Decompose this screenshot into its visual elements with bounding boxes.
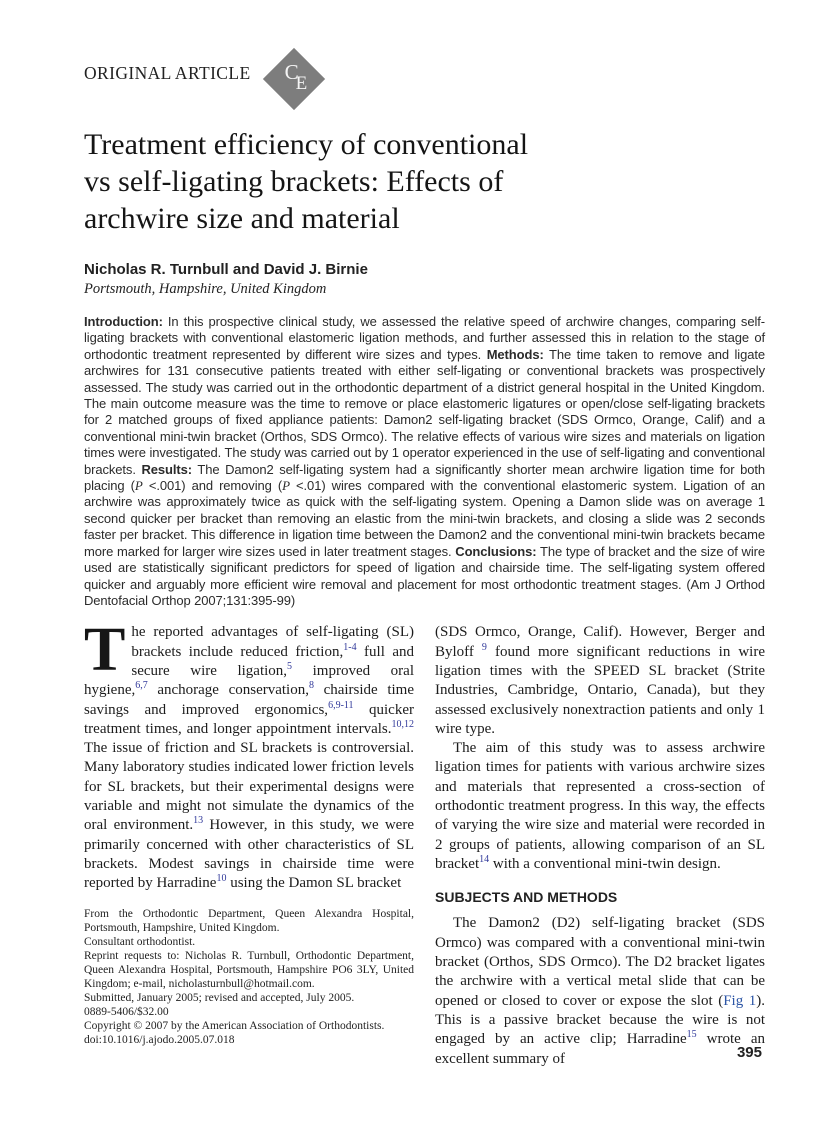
footnote-line: Reprint requests to: Nicholas R. Turnbull, Orthodontic Department, Queen Alexandra Hospital, Portsmouth, Hampshire PO6 3LY, United Kingdom; e-mail, nicholasturnbull@hotmail.com. — [84, 950, 414, 991]
page-number: 395 — [736, 1044, 762, 1061]
continuation-paragraph — [435, 623, 765, 739]
body-text: However, in this study, we were primarily concerned with other characteristics of SL brackets. Modest savings in chairside time were reported by Harradine — [84, 817, 414, 892]
intro-paragraph — [84, 616, 414, 893]
page-title-line-1: Treatment efficiency of conventional — [84, 128, 529, 161]
body-text: full and secure wire ligation, — [131, 643, 414, 679]
footnote-line: From the Orthodontic Department, Queen Alexandra Hospital, Portsmouth, Hampshire, United Kingdom. — [84, 908, 414, 935]
methods-paragraph — [435, 914, 765, 1068]
citation-ref[interactable]: 15 — [686, 1029, 697, 1041]
p-value-symbol: P — [134, 478, 143, 494]
body-text: found more significant reductions in wire ligation times with the SPEED SL bracket (Strite Industries, Cambridge, Ontario, Canada), but they assessed exclusively nonextraction patients and only 1 wire type. — [435, 643, 765, 737]
abstract-methods-text: The time taken to remove and ligate archwires for 131 consecutive patients treated with either self-ligating or conventional brackets was prospectively assessed. The study was carried out in the orthodontic department of a district general hospital in the United Kingdom. The main outcome measure was the time to remove or place elastomeric ligatures or open/close self-ligating brackets for 2 matched groups of fixed appliance patients: Damon2 self-ligating bracket (SDS Ormco, Orange, Calif) and a conventional mini-twin bracket (Orthos, SDS Ormco). The relative effects of various wire sizes and materials on ligation times were investigated. The study was carried out by 1 operator experienced in the use of self-ligating and conventional brackets. — [84, 346, 765, 477]
section-heading-subjects-methods: SUBJECTS AND METHODS — [435, 889, 618, 906]
citation-ref[interactable]: 10 — [216, 873, 227, 885]
footnote-line: Submitted, January 2005; revised and accepted, July 2005. — [84, 992, 355, 1005]
footnote-line: 0889-5406/$32.00 — [84, 1006, 169, 1019]
citation-ref[interactable]: 10,12 — [391, 718, 414, 730]
citation-ref[interactable]: 13 — [193, 815, 204, 827]
citation-ref[interactable]: 14 — [479, 853, 490, 865]
abstract-conclusions-text: The type of bracket and the size of wire used are statistically significant predictors for speed of ligation and chairside time. The self-ligating system offered quicker and arguably more efficient wire removal and placement for most orthodontic treatment stages. (Am J Orthod Dentofacial Orthop 2007;131:395-99) — [84, 543, 765, 608]
body-text: wrote an excellent summary of — [435, 1031, 766, 1067]
affiliation-line: Portsmouth, Hampshire, United Kingdom — [84, 281, 327, 297]
authors-line: Nicholas R. Turnbull and David J. Birnie — [84, 261, 368, 278]
aim-paragraph — [435, 739, 765, 874]
page-title-line-2: vs self-ligating brackets: Effects of — [84, 165, 504, 198]
footnote-line: doi:10.1016/j.ajodo.2005.07.018 — [84, 1034, 235, 1047]
citation-ref[interactable]: 8 — [308, 680, 314, 692]
abstract-conclusions-label: Conclusions: — [455, 543, 537, 559]
p-value-symbol: P — [282, 478, 290, 494]
abstract-block — [84, 314, 765, 609]
body-text: ). This is a passive bracket because the wire is not engaged by an active clip; Harradine — [435, 992, 765, 1048]
body-text: chairside time savings and improved ergonomics, — [84, 682, 414, 718]
abstract-methods-label: Methods: — [486, 346, 544, 362]
footnote-line: Consultant orthodontist. — [84, 936, 196, 949]
figure-1-link[interactable]: Fig 1 — [723, 992, 757, 1009]
citation-ref[interactable]: 6,9-11 — [328, 699, 354, 711]
ce-letter-c: C — [284, 60, 299, 84]
drop-cap: T — [84, 616, 126, 685]
page-title-line-3: archwire size and material — [84, 202, 400, 235]
ce-diamond-icon — [261, 46, 327, 112]
body-text: improved oral hygiene, — [84, 662, 414, 699]
header-row — [84, 46, 765, 112]
left-column — [84, 616, 414, 1069]
body-text: (SDS Ormco, Orange, Calif). However, Berger and Byloff — [435, 624, 765, 660]
abstract-results-text-1: The Damon2 self-ligating system had a significantly shorter mean archwire ligation time for both placing ( — [84, 461, 765, 494]
body-text: The aim of this study was to assess archwire ligation times for patients with various archwire sizes and materials that represented a cross-section of orthodontic treatment progress. In this way, the effects of varying the wire size and material were recorded in 2 groups of patients, allowing comparison of an SL bracket — [435, 740, 765, 872]
right-column — [435, 623, 765, 1069]
citation-ref[interactable]: 5 — [287, 660, 293, 672]
ce-letter-e: E — [295, 73, 308, 94]
citation-ref[interactable]: 1-4 — [343, 641, 357, 653]
citation-ref[interactable]: 6,7 — [135, 680, 148, 692]
footnote-line: Copyright © 2007 by the American Association of Orthodontists. — [84, 1020, 385, 1033]
abstract-results-text-2: <.001) and removing ( — [142, 478, 283, 494]
body-text: The Damon2 (D2) self-ligating bracket (SDS Ormco) was compared with a conventional mini-twin bracket (Orthos, SDS Ormco). The D2 bracket ligates the archwire with a vertical metal slide that can be opened or closed to cover or expose the slot ( — [435, 915, 765, 1009]
abstract-intro-text: In this prospective clinical study, we assessed the relative speed of archwire changes, comparing self-ligating brackets with conventional elastomeric ligation methods, and further assessed this in relation to the stage of orthodontic treatment represented by different wire sizes and types. — [84, 314, 765, 362]
article-type-label: ORIGINAL ARTICLE — [84, 62, 251, 83]
abstract-results-label: Results: — [141, 461, 192, 477]
page-title — [84, 126, 765, 237]
body-text: The issue of friction and SL brackets is controversial. Many laboratory studies indicated lower friction levels for SL brackets, but their experimental designs were variable and might not simulate the dynamics of the oral environment. — [84, 740, 414, 834]
body-text: anchorage conservation, — [147, 682, 309, 699]
body-text: quicker treatment times, and longer appointment intervals. — [84, 701, 414, 737]
abstract-results-text-3: <.01) wires compared with the conventional elastomeric system. Ligation of an archwire was approximately twice as quick with the self-ligating system. Opening a Damon slide was on average 1 second quicker per bracket than removing an elastic from the mini-twin brackets, and closing a slide was 2 seconds faster per bracket. This difference in ligation time between the Damon2 and the conventional mini-twin brackets became more marked for larger wire sizes used in later treatment stages. — [84, 478, 765, 559]
citation-ref[interactable]: 9 — [481, 641, 487, 653]
body-text: using the Damon SL bracket — [226, 875, 402, 892]
body-columns — [84, 616, 766, 1069]
abstract-intro-label: Introduction: — [84, 314, 163, 329]
body-text: with a conventional mini-twin design. — [489, 855, 721, 872]
body-text: he reported advantages of self-ligating (SL) brackets include reduced friction, — [131, 624, 414, 660]
footnote-block — [84, 907, 414, 1047]
